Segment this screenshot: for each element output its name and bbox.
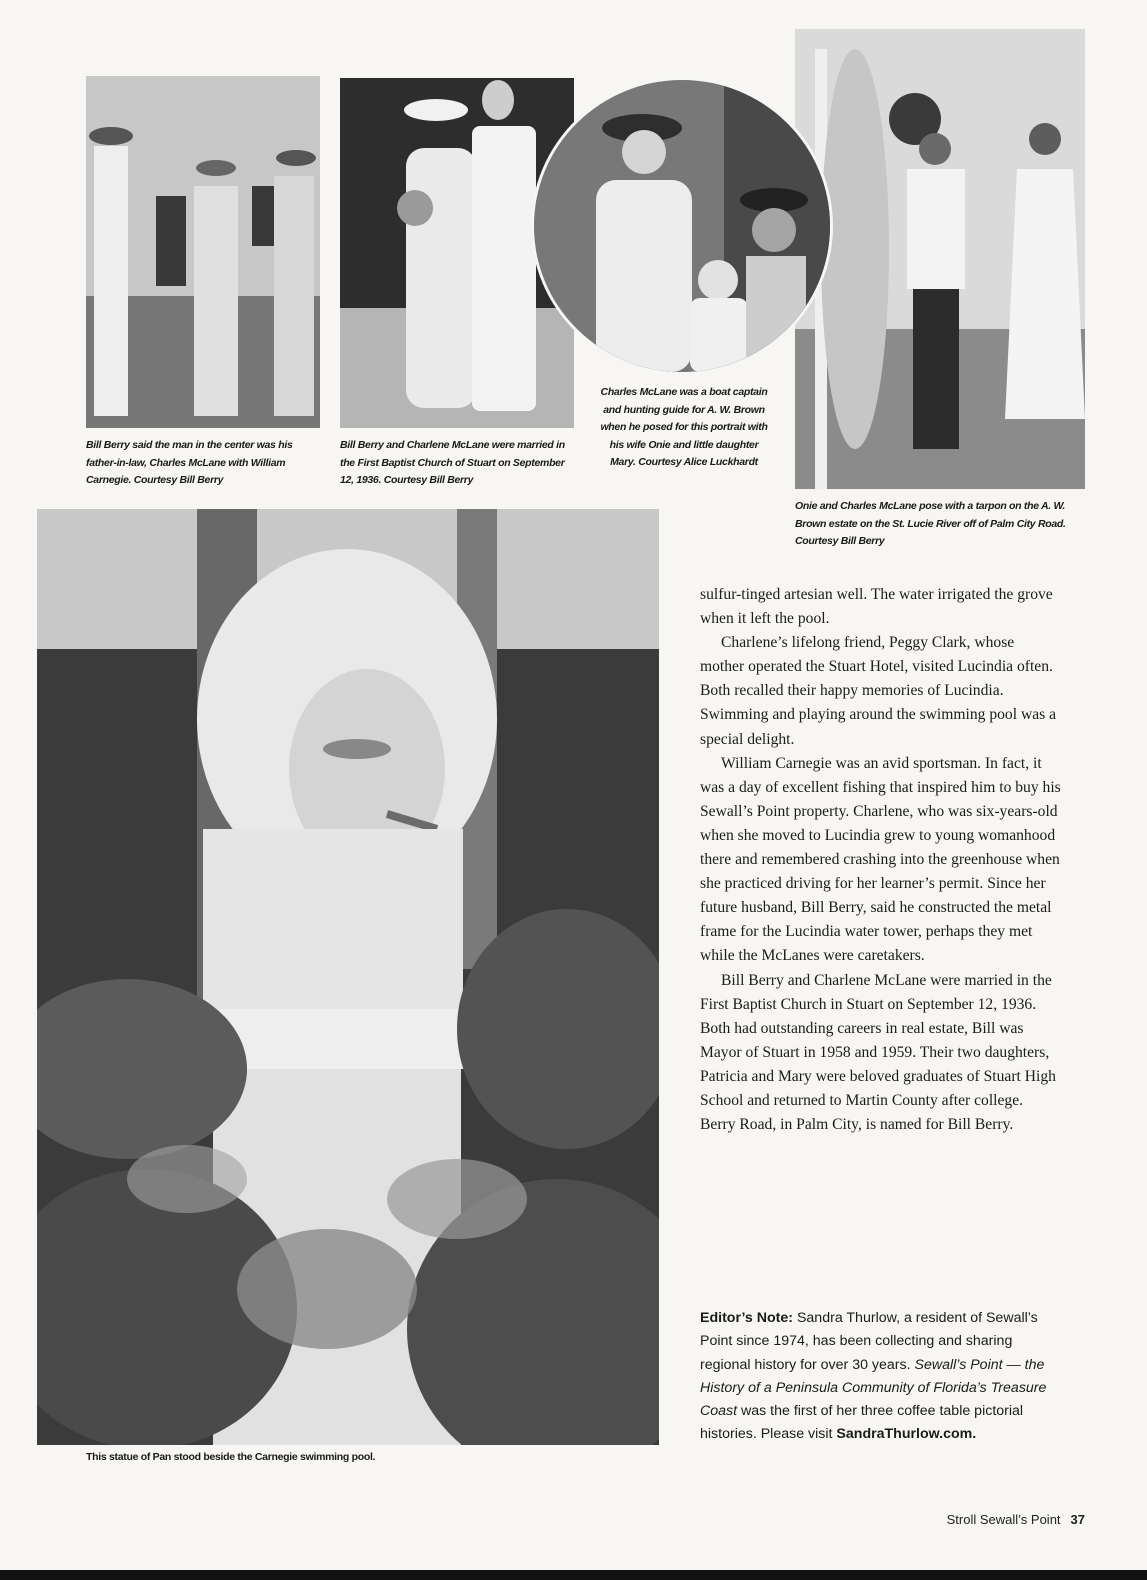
photo-tarpon [795,29,1085,489]
caption-wedding: Bill Berry and Charlene McLane were married in the First Baptist Church of Stuart on September 12, 1936. Courtesy Bill Berry [340,439,565,486]
article-body [700,583,1062,1137]
page-number: 37 [1070,1512,1085,1527]
article-paragraph: Charlene’s lifelong friend, Peggy Clark, whose mother operated the Stuart Hotel, visited Lucindia often. Both recalled their happy memories of Lucindia. Swimming and playing around the swimming pool was a special delight. [700,634,1057,748]
editor-note-text-cont: was the first of her three coffee table pictorial histories. Please visit [700,1403,1024,1443]
editor-note-text: Sandra Thurlow, a resident of Sewall’s Point since 1974, has been collecting and sharing regional history for over 30 years. [700,1310,1038,1373]
caption-tarpon: Onie and Charles McLane pose with a tarpon on the A. W. Brown estate on the St. Lucie River off of Palm City Road. Courtesy Bill Berry [795,500,1066,547]
page-footer [947,1512,1085,1527]
article-paragraph: William Carnegie was an avid sportsman. In fact, it was a day of excellent fishing that inspired him to buy his Sewall’s Point property. Charlene, who was six-years-old when she moved to Lucindia grew to young womanhood there and remembered crashing into the greenhouse when she practiced driving for her learner’s permit. Since her future husband, Bill Berry, said he constructed the metal frame for the Lucindia water tower, perhaps they met while the McLanes were caretakers. [700,754,1061,965]
article-paragraph: sulfur-tinged artesian well. The water irrigated the grove when it left the pool. [700,586,1053,628]
scan-edge [0,1570,1147,1580]
caption-pan-statue: This statue of Pan stood beside the Carnegie swimming pool. [86,1451,376,1463]
photo-family-portrait [534,80,830,372]
website-link[interactable]: SandraThurlow.com. [836,1426,977,1443]
caption-hunting-group: Bill Berry said the man in the center was his father-in-law, Charles McLane with William Carnegie. Courtesy Bill Berry [86,439,293,486]
caption-family-portrait: Charles McLane was a boat captain and hunting guide for A. W. Brown when he posed for this portrait with his wife Onie and little daughter Mary. Courtesy Alice Luckhardt [600,386,768,468]
editor-note-label: Editor’s Note: [700,1310,794,1326]
article-paragraph: Bill Berry and Charlene McLane were married in the First Baptist Church in Stuart on September 12, 1936. Both had outstanding careers in real estate, Bill was Mayor of Stuart in 1958 and 1959. Their two daughters, Patricia and Mary were beloved graduates of Stuart High School and returned to Martin County after college. Berry Road, in Palm City, is named for Bill Berry. [700,971,1056,1134]
book-title: Sewall’s Point — the History of a Peninsula Community of Florida’s Treasure Coast [700,1356,1047,1420]
photo-pan-statue [37,509,659,1445]
publication-name: Stroll Sewall’s Point [946,1512,1061,1527]
photo-hunting-group [86,76,320,428]
editor-note [700,1307,1062,1447]
